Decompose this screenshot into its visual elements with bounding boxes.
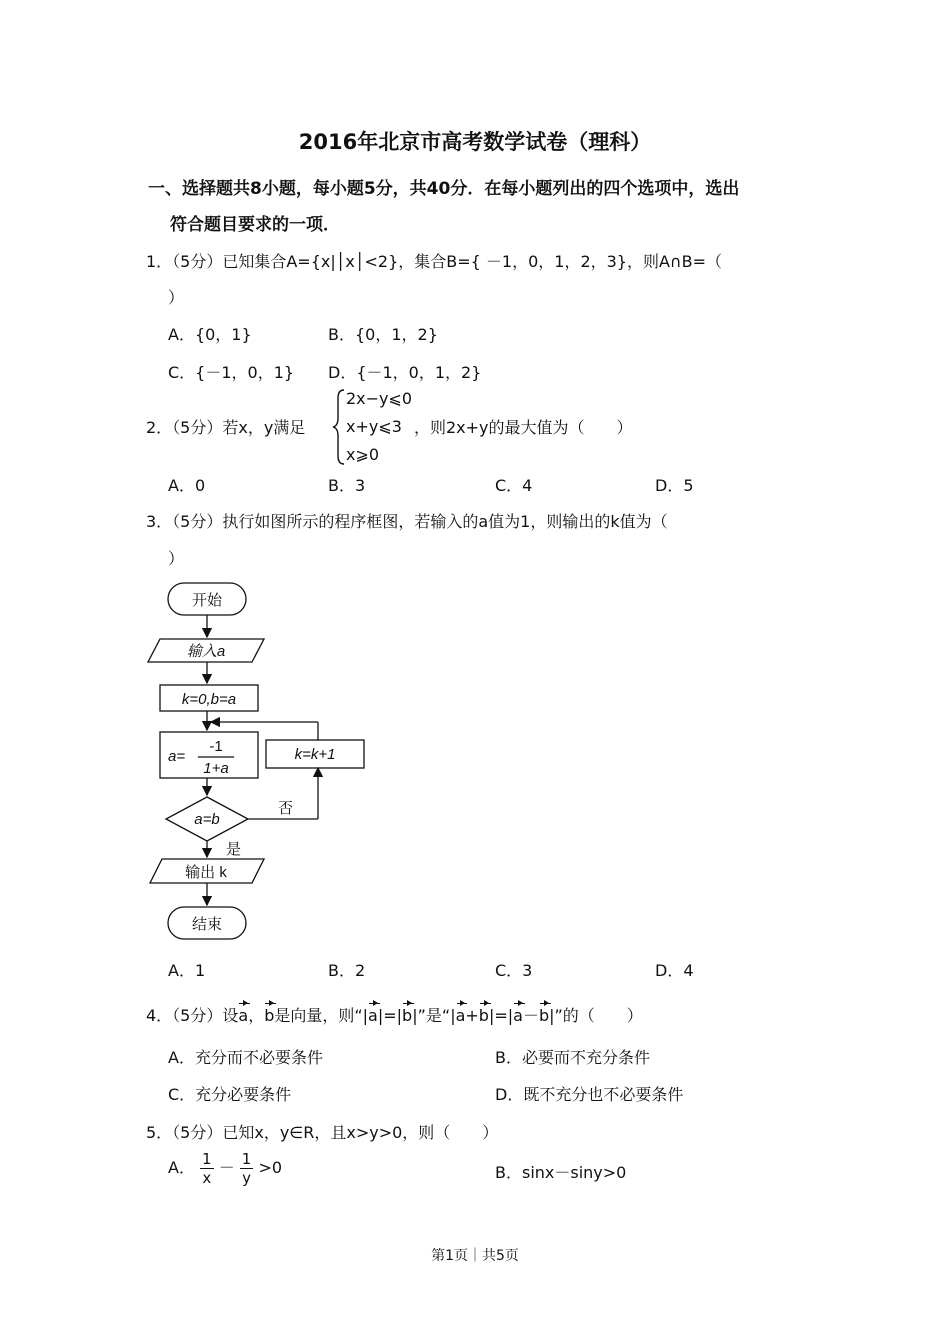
q2-constraint-1: 2x−y⩽0: [346, 389, 413, 408]
q4-option-c: C．充分必要条件: [168, 1085, 292, 1104]
flow-yes-label: 是: [226, 841, 242, 858]
q2-option-b: B．3: [328, 476, 366, 495]
q5-option-a: [168, 1150, 282, 1187]
q1-stem: 1．（5分）已知集合A={x|│x│<2}，集合B={ －1，0，1，2，3}，则A∩B=（: [146, 252, 723, 271]
q3-option-a: A．1: [168, 961, 206, 980]
q4-option-a: A．充分而不必要条件: [168, 1048, 323, 1067]
vector-b-3: b: [478, 1006, 489, 1025]
flow-increment-label: k=k+1: [294, 746, 336, 763]
fraction-1-over-x: $\frac{1}{x}$: [202, 1150, 212, 1187]
q2-constraint-3: x⩾0: [346, 445, 380, 464]
section-heading-line1: 一、选择题共8小题，每小题5分，共40分．在每小题列出的四个选项中，选出: [148, 179, 740, 199]
page-title: 2016年北京市高考数学试卷（理科）: [298, 130, 652, 154]
q4-stem: [146, 1003, 643, 1026]
q4-stem-part1: 4．（5分）设: [146, 1006, 239, 1025]
flow-input-label: 输入a: [186, 643, 226, 660]
page-footer: 第1页｜共5页: [431, 1248, 519, 1264]
q2-option-c: C．4: [495, 476, 533, 495]
q2-system-brace: [332, 388, 346, 466]
flow-output-label: 输出 k: [185, 864, 227, 881]
q3-option-b: B．2: [328, 961, 366, 980]
q5-option-b: B．sinx－siny>0: [495, 1163, 627, 1182]
q1-option-a: A．{0，1}: [168, 325, 252, 344]
section-heading-line2: 符合题目要求的一项．: [170, 215, 340, 235]
vector-b-2: b: [402, 1006, 413, 1025]
q2-option-a: A．0: [168, 476, 206, 495]
flow-assign-lhs: a=: [168, 748, 186, 765]
q4-condition-2: |a+b|=|a－b|: [450, 1006, 555, 1025]
q2-stem-suffix: ，则2x+y的最大值为（ ）: [414, 418, 633, 437]
fraction-1-over-y: $\frac{1}{y}$: [241, 1150, 252, 1187]
flow-assign-denominator: 1+a: [203, 760, 229, 777]
flow-init-label: k=0,b=a: [181, 691, 237, 708]
vector-a-4: a: [513, 1006, 523, 1025]
q1-option-c: C．{－1，0，1}: [168, 363, 295, 382]
q4-comma: ，: [248, 1006, 265, 1025]
q1-option-b: B．{0，1，2}: [328, 325, 438, 344]
q3-stem: 3．（5分）执行如图所示的程序框图，若输入的a值为1，则输出的k值为（: [146, 512, 668, 531]
q3-option-c: C．3: [495, 961, 533, 980]
q3-stem-end: ）: [168, 549, 185, 568]
q5-option-a-label: A．: [168, 1158, 195, 1177]
flow-no-label: 否: [278, 800, 294, 817]
q1-option-d: D．{－1，0，1，2}: [328, 363, 482, 382]
q2-option-d: D．5: [655, 476, 694, 495]
q5-stem: 5．（5分）已知x，y∈R，且x>y>0，则（ ）: [146, 1123, 499, 1142]
minus-sign: －: [218, 1158, 235, 1177]
vector-a-3: a: [455, 1006, 466, 1025]
q3-flowchart: [140, 575, 380, 950]
q4-option-d: D．既不充分也不必要条件: [495, 1085, 684, 1104]
q4-stem-part2: 是向量，则“: [274, 1006, 363, 1025]
q4-option-b: B．必要而不充分条件: [495, 1048, 650, 1067]
q3-option-d: D．4: [655, 961, 694, 980]
flow-start-label: 开始: [191, 592, 223, 609]
q2-constraint-2: x+y⩽3: [346, 417, 402, 436]
vector-b: b: [264, 1006, 275, 1025]
q4-condition-1: |a|=|b|: [362, 1006, 418, 1025]
vector-a-2: a: [368, 1006, 378, 1025]
flow-end-label: 结束: [191, 916, 223, 933]
flow-decision-label: a=b: [194, 811, 220, 828]
q4-stem-part3: ”是“: [417, 1006, 451, 1025]
q1-stem-end: ）: [168, 288, 185, 307]
q5-option-a-tail: >0: [258, 1158, 283, 1177]
q4-stem-part4: ”的（ ）: [554, 1006, 643, 1025]
vector-a: a: [238, 1006, 249, 1025]
q2-stem-prefix: 2．（5分）若x，y满足: [146, 418, 306, 437]
flow-assign-numerator: -1: [209, 738, 223, 755]
vector-b-4: b: [538, 1006, 550, 1025]
